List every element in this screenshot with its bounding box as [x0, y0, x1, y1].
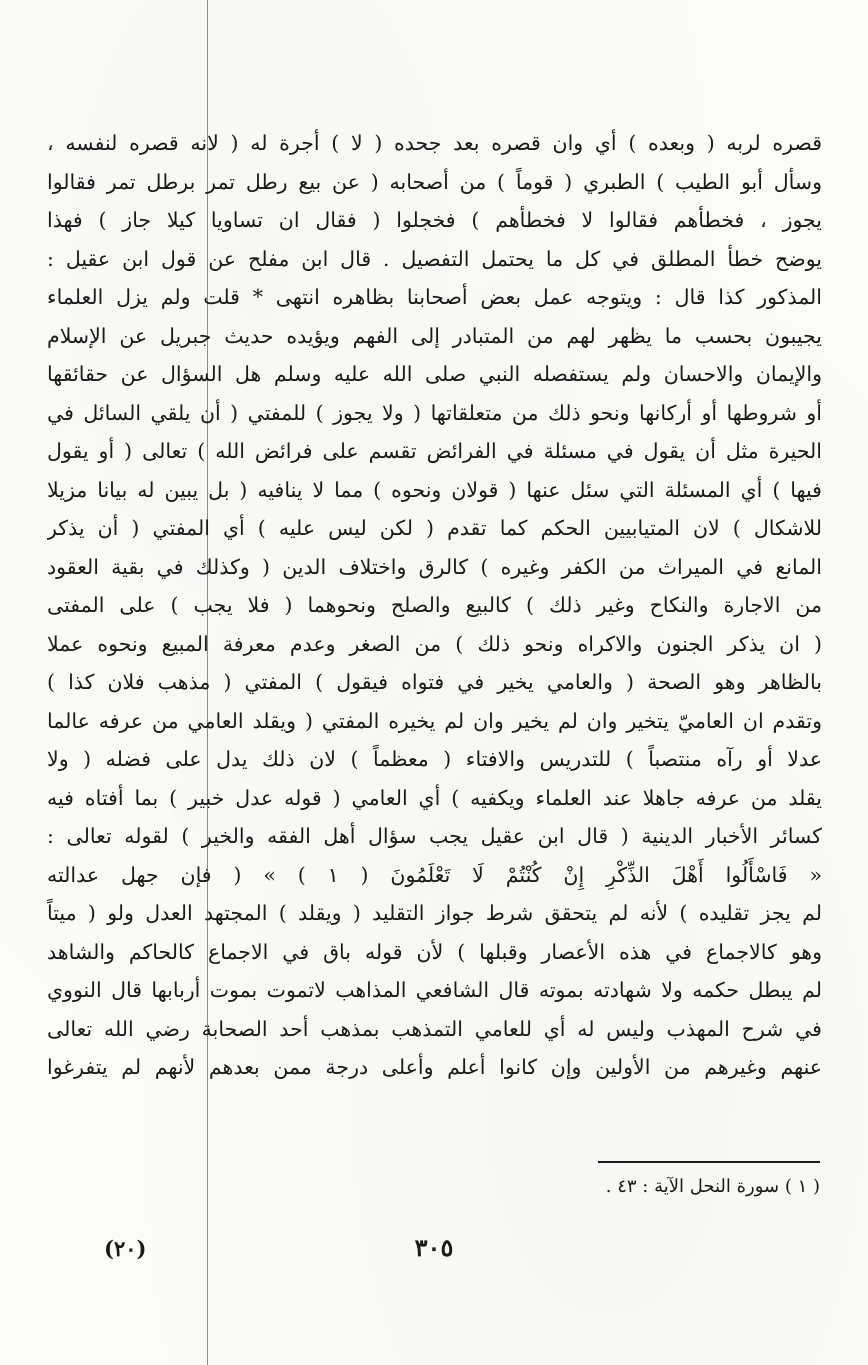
text-line: ( ان يذكر الجنون والاكراه ونحو ذلك ) من الصغر وعدم معرفة المبيع ونحوه عملا	[47, 631, 822, 656]
text-line: يوضح خطأ المطلق في كل ما يحتمل التفصيل . قال ابن مفلح عن قول ابن عقيل :	[47, 246, 822, 271]
text-line: وتقدم ان العاميّ يتخير وان لم يخير وان لم يخيره المفتي ( ويقلد العامي من عرفه عالما	[47, 708, 822, 733]
text-line: من الاجارة والنكاح وغير ذلك ) كالبيع والصلح ونحوهما ( فلا يجب ) على المفتى	[47, 593, 822, 617]
page-number: ٣٠٥	[414, 1233, 454, 1262]
text-line: وسأل أبو الطيب ) الطبري ( قوماً ) من أصحابه ( عن بيع رطل تمر برطل تمر فقالوا	[47, 169, 822, 194]
text-line: لم يجز تقليده ) لأنه لم يتحقق شرط جواز التقليد ( ويقلد ) المجتهد العدل ولو ( ميتاً	[47, 901, 822, 925]
text-line: المذكور كذا قال : ويتوجه عمل بعض أصحابنا بظاهره انتهى * قلت ولم يزل العلماء	[47, 285, 822, 309]
text-line: يجيبون بحسب ما يظهر لهم من المتبادر إلى الفهم ويؤيده حديث جبريل عن الإسلام	[47, 323, 822, 348]
text-line: في شرح المهذب وليس له أي للعامي التمذهب بمذهب أحد الصحابة رضي الله تعالى	[47, 1016, 822, 1041]
text-line: والإيمان والاحسان ولم يستفصله النبي صلى الله عليه وسلم هل السؤال عن حقائقها	[47, 362, 822, 386]
text-line: يقلد من عرفه جاهلا عند العلماء ويكفيه ) أي العامي ( قوله عدل خبير ) بما أفتاه فيه	[47, 785, 822, 810]
text-line: عنهم وغيرهم من الأولين وإن كانوا أعلم وأعلى درجة ممن بعدهم لأنهم لم يتفرغوا	[47, 1055, 822, 1079]
text-line: للاشكال ) لان المتيابيين الحكم كما تقدم ( لكن ليس عليه ) أي المفتي ( أن يذكر	[47, 516, 822, 540]
signature-mark: (٢٠)	[104, 1236, 147, 1261]
text-line: وهو كالاجماع في هذه الأعصار وقبلها ) لأن قوله باق في الاجماع كالحاكم والشاهد	[47, 939, 822, 964]
text-line: الحيرة مثل أن يقول في مسئلة في الفرائض تقسم على فرائض الله ) تعالى ( أو يقول	[47, 439, 822, 463]
text-line: المانع في الميراث من الكفر وغيره ) كالرق واختلاف الدين ( وكذلك في بقية العقود	[47, 554, 822, 579]
footnote-separator	[598, 1161, 820, 1163]
text-line: قصره لربه ( وبعده ) أي وان قصره بعد جحده ( لا ) أجرة له ( لانه قصره لنفسه ،	[47, 131, 822, 155]
text-line: عدلا أو رآه منتصباً ) للتدريس والافتاء ( معظماً ) لان ذلك يدل على فضله ( ولا	[47, 747, 822, 771]
main-text-block	[47, 124, 822, 1087]
text-line: لم يبطل حكمه ولا شهادته بموته قال الشافعي المذاهب لاتموت بموت أربابها قال النووي	[47, 978, 822, 1002]
text-line: بالظاهر وهو الصحة ( والعامي يخير في فتواه فيقول ) المفتي ( مذهب فلان كذا )	[47, 670, 822, 694]
text-line: كسائر الأخبار الدينية ( قال ابن عقيل يجب سؤال أهل الفقه والخير ) لقوله تعالى :	[47, 824, 822, 848]
text-line: فيها ) أي المسئلة التي سئل عنها ( قولان ونحوه ) مما لا ينافيه ( بل يبين له بيانا مزيلا	[47, 477, 822, 502]
text-line: أو شروطها أو أركانها ونحو ذلك من متعلقاتها ( ولا يجوز ) للمفتي ( أن يلقي السائل في	[47, 400, 822, 425]
footnote: ( ١ ) سورة النحل الآية : ٤٣ .	[605, 1176, 820, 1197]
text-line: يجوز ، فخطأهم فقالوا لا فخطأهم ) فخجلوا ( فقال ان تساويا كيلا جاز ) فهذا	[47, 208, 822, 232]
text-line: « فَاسْأَلُوا أَهْلَ الذِّكْرِ إِنْ كُنْتُمْ لَا تَعْلَمُونَ ( ١ ) » ( فإن جهل عدالته	[47, 862, 822, 887]
